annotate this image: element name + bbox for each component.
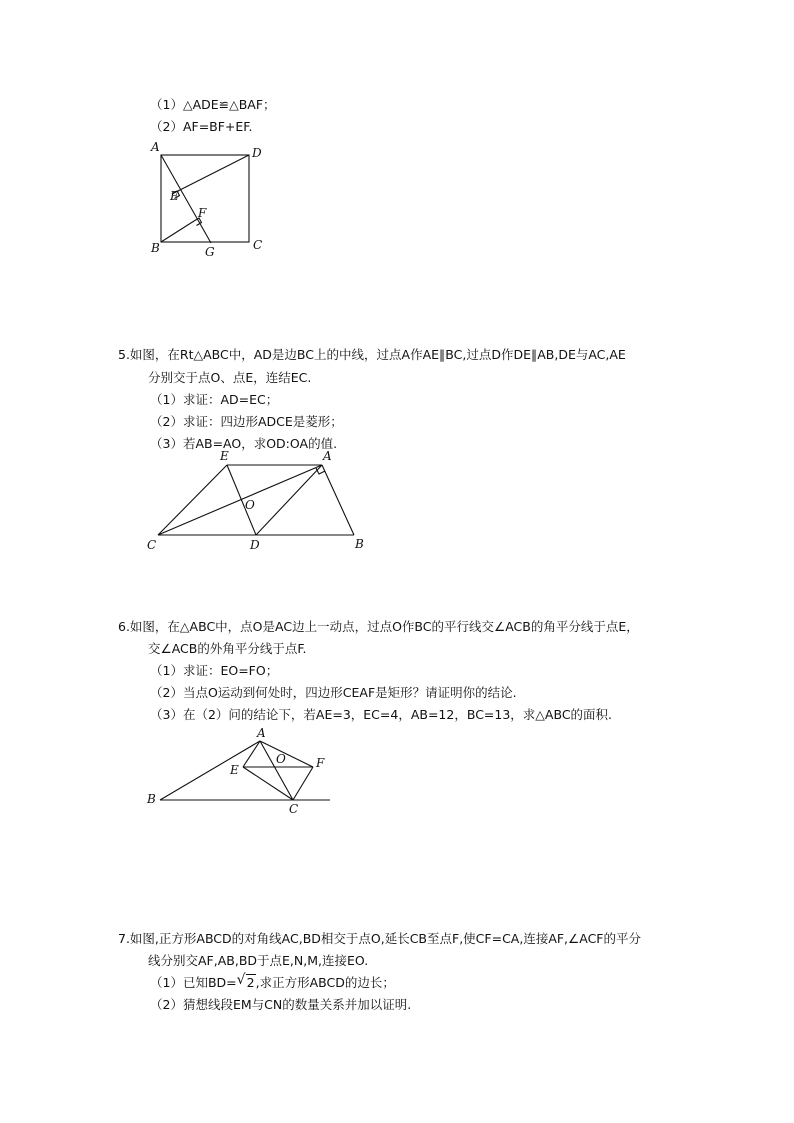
label-c: C <box>147 538 157 552</box>
segment-ba <box>160 741 260 800</box>
segment-ag <box>161 155 211 243</box>
p5-stem-line-2: 分别交于点O、点E，连结EC. <box>148 370 312 385</box>
p7-stem-line-2: 线分别交AF,AB,BD于点E,N,M,连接EO. <box>148 953 369 968</box>
segment-bf <box>161 221 194 242</box>
segment-fc <box>293 767 313 800</box>
segment-ca <box>158 465 322 535</box>
label-o: O <box>276 752 286 766</box>
segment-ab <box>322 465 354 535</box>
segment-ae <box>243 741 260 767</box>
label-a: A <box>323 449 332 463</box>
p5-stem-line-1: 5.如图，在Rt△ABC中，AD是边BC上的中线，过点A作AE∥BC,过点D作DE∥AB,DE与AC,AE <box>118 347 626 362</box>
segment-ce <box>158 465 227 535</box>
p5-question-3: （3）若AB=AO，求OD:OA的值. <box>150 436 338 451</box>
p6-question-2: （2）当点O运动到何处时，四边形CEAF是矩形？请证明你的结论. <box>150 685 517 700</box>
radicand: 2 <box>246 975 255 990</box>
p5-question-2: （2）求证：四边形ADCE是菱形； <box>150 414 343 429</box>
label-e: E <box>230 763 239 777</box>
p6-question-3: （3）在（2）问的结论下，若AE=3，EC=4，AB=12，BC=13，求△ABC的面积. <box>150 707 613 722</box>
label-f: F <box>198 206 207 220</box>
label-d: D <box>252 146 262 160</box>
p6-stem-line-1: 6.如图，在△ABC中，点O是AC边上一动点，过点O作BC的平行线交∠ACB的角平分线于点E， <box>118 619 639 634</box>
p7-stem-line-1: 7.如图,正方形ABCD的对角线AC,BD相交于点O,延长CB至点F,使CF=CA,连接AF,∠ACF的平分 <box>118 931 641 946</box>
p7-q1-suffix: ,求正方形ABCD的边长； <box>255 975 395 990</box>
label-o: O <box>245 498 255 512</box>
p4-item-1: （1）△ADE≌△BAF； <box>150 97 276 112</box>
label-a: A <box>257 726 266 740</box>
label-c: C <box>253 238 263 252</box>
segment-ec <box>243 767 293 800</box>
figure-4 <box>150 140 262 259</box>
segment-ac <box>260 741 293 800</box>
label-g: G <box>205 245 215 259</box>
label-b: B <box>147 792 156 806</box>
label-b: B <box>355 537 364 551</box>
segment-de <box>172 155 249 194</box>
p4-item-2: （2）AF=BF+EF. <box>150 119 253 134</box>
p7-question-1 <box>150 972 395 991</box>
p6-question-1: （1）求证：EO=FO； <box>150 663 279 678</box>
label-c: C <box>289 802 299 816</box>
p7-question-2: （2）猜想线段EM与CN的数量关系并加以证明. <box>150 997 412 1012</box>
radical-sign-icon: √ <box>236 972 246 988</box>
figure-5 <box>147 449 364 552</box>
label-e: E <box>220 449 229 463</box>
segment-af <box>260 741 313 767</box>
label-b: B <box>151 241 160 255</box>
p6-stem-line-2: 交∠ACB的外角平分线于点F. <box>148 641 307 656</box>
label-e: E <box>170 189 179 203</box>
p7-q1-prefix: （1）已知BD= <box>150 975 237 990</box>
p5-question-1: （1）求证：AD=EC； <box>150 392 279 407</box>
segment-da <box>256 465 322 535</box>
label-f: F <box>316 756 325 770</box>
label-d: D <box>250 538 260 552</box>
sqrt-expression <box>236 972 256 991</box>
figure-6 <box>146 726 330 816</box>
label-a: A <box>151 140 160 154</box>
